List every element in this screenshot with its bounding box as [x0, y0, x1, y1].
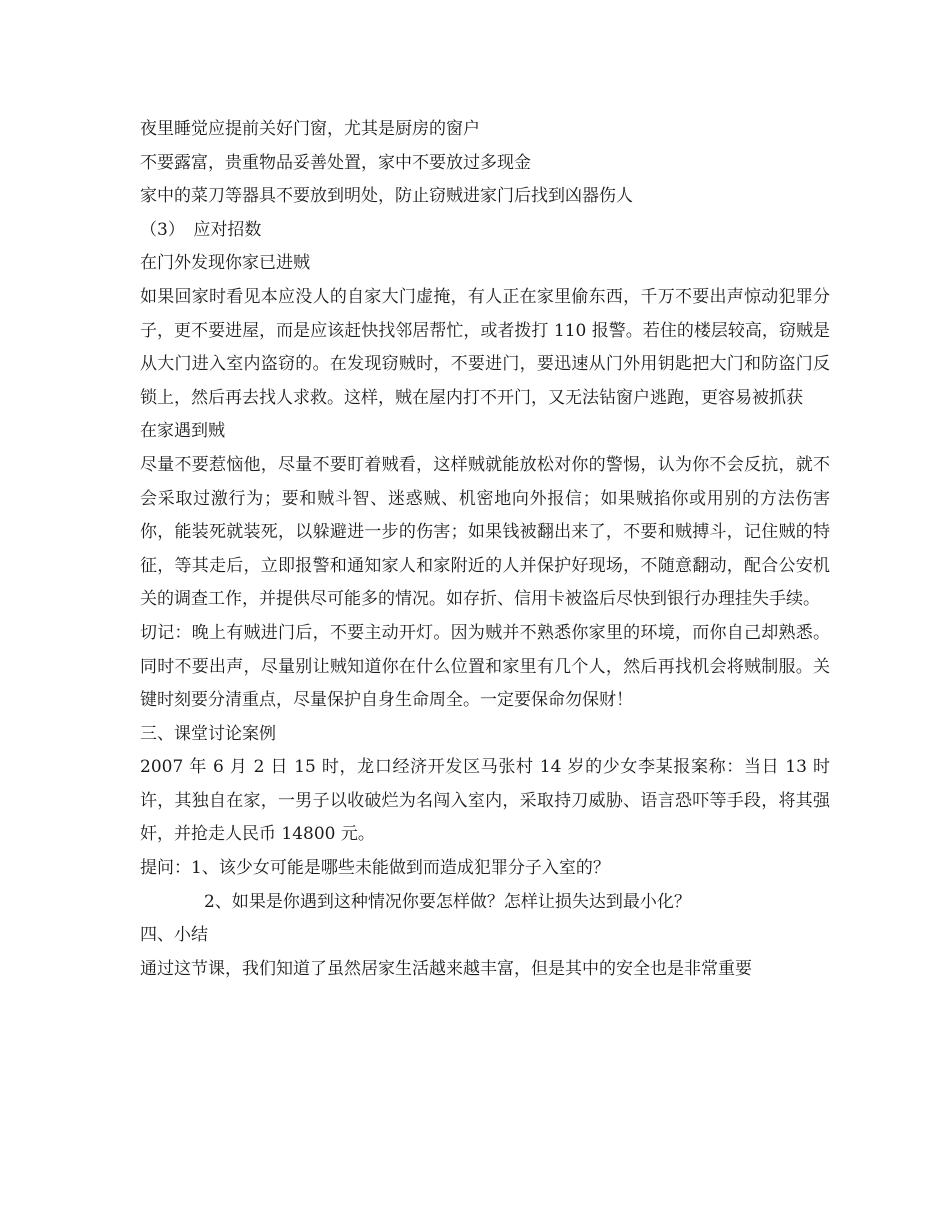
section-heading-case: 三、课堂讨论案例	[140, 723, 276, 744]
tip-knives: 家中的菜刀等器具不要放到明处，防止窃贼进家门后找到凶器伤人	[140, 186, 633, 207]
sub-heading-at-home: 在家遇到贼	[140, 421, 225, 442]
paragraph-at-home: 尽量不要惹恼他，尽量不要盯着贼看，这样贼就能放松对你的警惕，认为你不会反抗，就不会采取过激行为；要和贼斗智、迷惑贼、机密地向外报信；如果贼掐你或用别的方法伤害你，能装死就装死，以躲避进一步的伤害；如果钱被翻出来了，不要和贼搏斗，记住贼的特征，等其走后，立即报警和通知家人和家附近的人并保护好现场，不随意翻动，配合公安机关的调查工作，并提供尽可能多的情况。如存折、信用卡被盗后尽快到银行办理挂失手续。	[140, 454, 830, 610]
section-heading-coping: （3） 应对招数	[140, 219, 262, 240]
tip-windows: 夜里睡觉应提前关好门窗，尤其是厨房的窗户	[140, 119, 480, 139]
sub-heading-outside: 在门外发现你家已进贼	[140, 253, 310, 274]
section-heading-summary: 四、小结	[140, 925, 208, 946]
paragraph-summary: 通过这节课，我们知道了虽然居家生活越来越丰富，但是其中的安全也是非常重要	[140, 958, 752, 979]
question-2: 2、如果是你遇到这种情况你要怎样做？怎样让损失达到最小化？	[204, 891, 691, 912]
paragraph-remember: 切记：晚上有贼进门后，不要主动开灯。因为贼并不熟悉你家里的环境，而你自己却熟悉。同时不要出声，尽量别让贼知道你在什么位置和家里有几个人，然后再找机会将贼制服。关键时刻要分清重点，尽量保护自身生命周全。一定要保命勿保财！	[140, 622, 830, 711]
paragraph-case: 2007 年 6 月 2 日 15 时，龙口经济开发区马张村 14 岁的少女李某报案称：当日 13 时许，其独自在家，一男子以收破烂为名闯入室内，采取持刀威胁、语言恐吓等手段，将其强奸，并抢走人民币 14800 元。	[140, 757, 830, 845]
tip-valuables: 不要露富，贵重物品妥善处置，家中不要放过多现金	[140, 152, 531, 173]
paragraph-outside: 如果回家时看见本应没人的自家大门虚掩，有人正在家里偷东西，千万不要出声惊动犯罪分子，更不要进屋，而是应该赶快找邻居帮忙，或者拨打 110 报警。若住的楼层较高，窃贼是从大门进入室内盗窃的。在发现窃贼时，不要进门，要迅速从门外用钥匙把大门和防盗门反锁上，然后再去找人求救。这样，贼在屋内打不开门，又无法钻窗户逃跑，更容易被抓获	[140, 286, 830, 408]
question-1: 提问：1、该少女可能是哪些未能做到而造成犯罪分子入室的？	[140, 858, 610, 879]
document-body	[140, 113, 830, 986]
